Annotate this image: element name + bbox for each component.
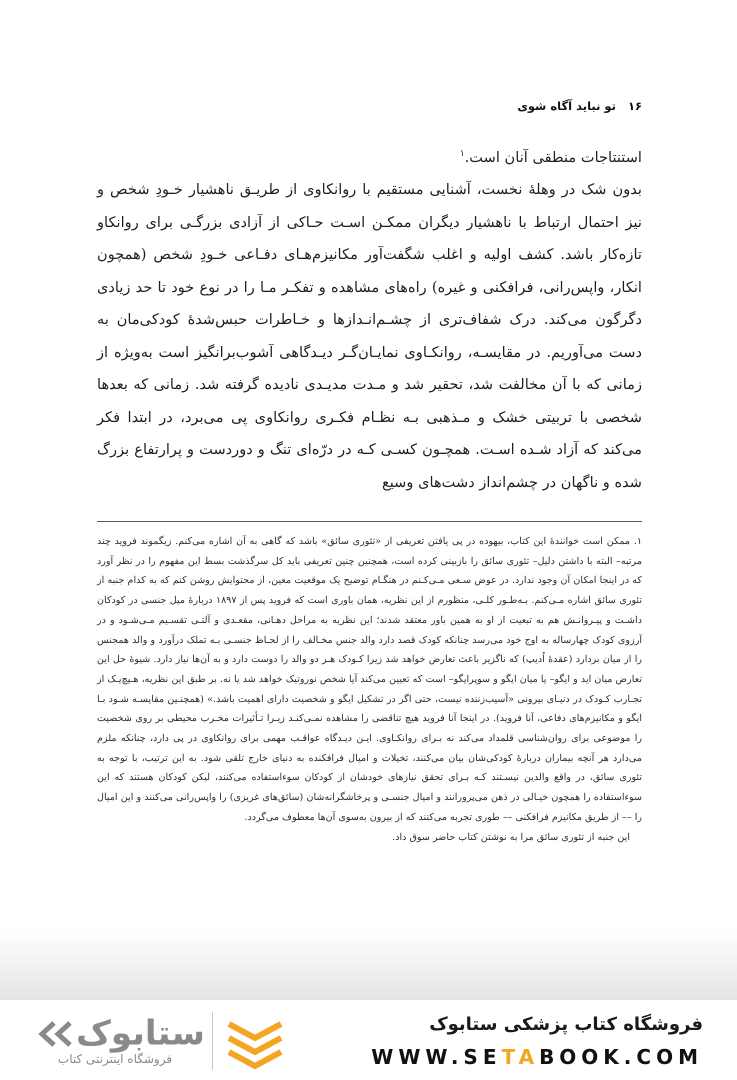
store-name: فروشگاه کتاب پزشکی ستابوک [429, 1014, 703, 1035]
paragraph [97, 138, 642, 174]
scan-shadow [0, 930, 737, 1000]
chevron-logo-icon [225, 1018, 285, 1070]
footnote: ۱. ممکن است خوانندهٔ این کتاب، بیهوده در پی یافتن تعریفی از «تئوری سائق» باشد که گاهی به آن اشاره می‌کنم. زیگموند فروید چند مرتبه– البته با داشتن دلیل– تئوری سائق را بازبینی کرده است، همچنین چنین تعریفی باید کل سرگذشت بسط این مفهوم را در نظر آورد که در اینجا امکان آن وجود ندارد. در عوض سـعی مـی‌کـنم در هنگـام توضیح یک موقعیت معین، از محتوایش روشن کنم که به کدام جنبه از تئوری سائق اشاره مـی‌کنم. بـه‌طـور کلـی، منظورم از این نظریه، همان باوری است که فروید پس از ۱۸۹۷ دربارهٔ میل جنسی در کودکان داشـت و پیـروانـش هم به تبعیت از او به همین باور معتقد شدند؛ این نظریه به مراحل دهـانی، مقعـدی و آلتـی تقسـیم مـی‌شـود و در آرزوی کودک چهارساله به اوج خود می‌رسد چنانکه کودک قصد دارد والد جنس مخـالف را از لحـاظ جنسـی بـه تملک درآورد و والد همجنس را از میان بردارد (عقدهٔ اُدیپ) که ناگزیر باعث تعارض خواهد شد زیرا کـودک هـر دو والد را دوست دارد و به آن‌ها نیاز دارد. شیوهٔ حل این تعارض میان اید و ایگو– یا میان ایگو و سوپرایگو– است که تعیین می‌کند آیا شخص نوروتیک خواهد شد یا نه. بر طبق این نظریه، هـیچ‌یـک از تجـارب کـودک در دنیـای بیرونی «آسیب‌زننده نیست، حتی اگر در تشکیل ایگو و شخصیت دارای اهمیت باشد.» (همچنـین مقایسـه شـود بـا ایگو و مکانیزم‌های دفاعی، آنا فروید). در اینجا آنا فروید هیچ تناقضی را مشاهده نمـی‌کنـد زیـرا تـأثیرات مخـرب محیطی بر روی شخصیت را موضوعی برای روان‌شناسی قلمداد می‌کند نه بـرای روانکـاوی. ایـن دیـدگاه عواقـب مهمی برای روانکاوی در پی دارد، چنانکه ملزم می‌دارد هر آنچه بیماران دربارهٔ کودکی‌شان بیان می‌کنند، تخیلات و امیال فرافکنده به دنیای خارج تلقی شود. به این ترتیب، با توجه به تئوری سائق، در واقع والدین نیسـتند کـه بـرای تحقق نیازهای خودشان از کودکان سوءاستفاده می‌کنند، لیکن کودکان هستند که این سوءاستفاده را همچون خیـالی در ذهن می‌پرورانند و امیال جنسـی و پرخاشگرانه‌شان (سائق‌های غریزی) را واپس‌رانی می‌کنند و این امیال را –– از طریق مکانیزم فرافکنی –– طوری تجربه می‌کنند که از بیرون به‌سوی آن‌ها معطوف می‌گردد. [97, 536, 642, 823]
main-text [97, 138, 642, 499]
store-url[interactable] [371, 1045, 703, 1069]
footnote-continuation: این جنبه از تئوری سائق مرا به نوشتن کتاب حاضر سوق داد. [392, 831, 630, 843]
footnotes [97, 532, 642, 847]
url-suffix: BOOK.COM [539, 1045, 703, 1069]
url-prefix: WWW.SE [371, 1045, 502, 1069]
logo-subtitle: فروشگاه اینترنتی کتاب [57, 1052, 173, 1066]
paragraph-text: استنتاجات منطقی آنان است. [464, 148, 642, 166]
logo-wordmark: ستابوک [76, 1013, 205, 1054]
running-title: تو نباید آگاه شوی [517, 99, 616, 113]
chevrons-icon [36, 1019, 76, 1049]
url-accent: TA [501, 1045, 540, 1069]
footnote-divider [97, 521, 642, 522]
store-logo [36, 1012, 205, 1054]
running-header [505, 97, 642, 115]
footnote-ref: ۱ [459, 149, 465, 159]
page-number: ۱۶ [627, 99, 642, 113]
logo-divider [212, 1012, 213, 1070]
paragraph: بدون شک در وهلهٔ نخست، آشنایی مستقیم با روانکاوی از طریـق ناهشیار خـودِ شخص و نیز احتمال ارتباط با ناهشیار دیگران ممکـن اسـت حـاکی از آزادی بزرگـی برای روانکاو تازه‌کار باشد. کشف اولیه و اغلب شگفت‌آور مکانیزم‌هـای دفـاعی خـودِ شخص (همچون انکار، واپس‌رانی، فرافکنی و غیره) راه‌های مشاهده و تفکـر مـا را در نوع خود تا حد زیادی دگرگون می‌کند. درک شفاف‌تری از چشـم‌انـدازها و خـاطرات حبس‌شدهٔ کودکی‌مان به دست می‌آوریم. در مقایسـه، روانکـاوی نمایـان‌گـر دیـدگاهی آشوب‌برانگیز است به‌ویژه از زمانی که با آن مخالفت شد، تحقیر شد و مـدت مدیـدی نادیده گرفته شد. زمانی که بعدها شخصی با تربیتی خشک و مـذهبی بـه نظـام فکـری روانکاوی پی می‌برد، در ابتدا فکر می‌کند که آزاد شـده اسـت. همچـون کسـی کـه در درّه‌ای تنگ و دوردست و پرارتفاع بزرگ شده و ناگهان در چشم‌انداز دشت‌های وسیع [97, 181, 642, 491]
